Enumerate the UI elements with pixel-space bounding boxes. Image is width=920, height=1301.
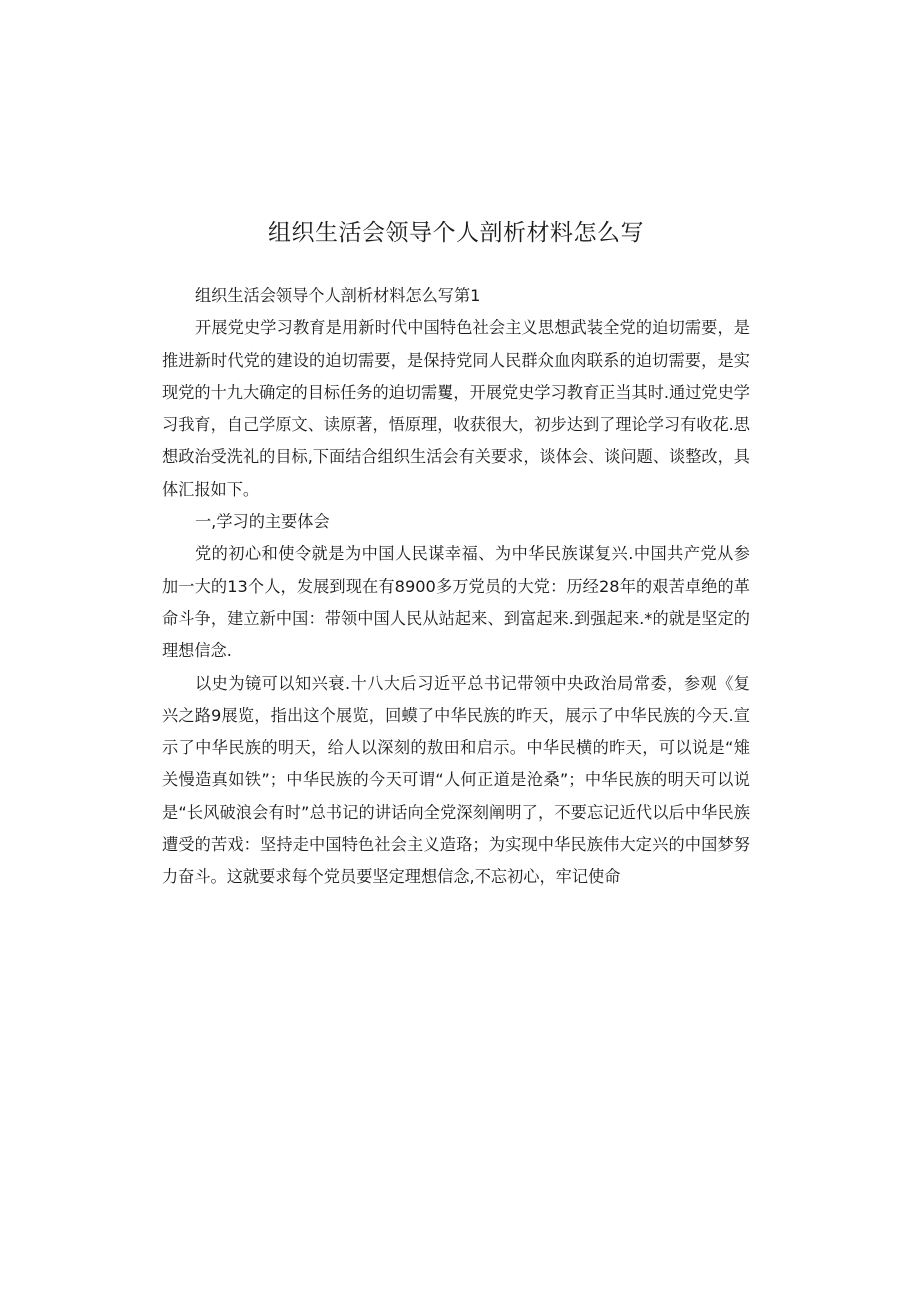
section-heading: 一,学习的主要体会 [195, 512, 330, 532]
document-body [162, 280, 750, 894]
body-paragraph: 以史为镜可以知兴衰.十八大后习近平总书记带领中央政治局常委，参观《复兴之路9展览，指出这个展览，回蟆了中华民族的昨天，展示了中华民族的今天.宣示了中华民族的明天，给人以深刻的敖田和启示。中华民横的昨天，可以说是“雉关慢造真如铁”；中华民族的今天可谓“人何正道是沧桑”；中华民族的明天可以说是“长风破浪会有时”总书记的讲话向全党深刻阐明了，不要忘记近代以后中华民族遭受的苦戏：坚持走中国特色社会主义造珞；为实现中华民族伟大定兴的中国梦努力奋斗。这就要求每个党员要坚定理想信念,不忘初心，牢记使命 [162, 673, 750, 887]
body-paragraph: 开展党史学习教育是用新时代中国特色社会主义思想武装全党的迫切需要，是推进新时代党的建设的迫切需要，是保持党同人民群众血肉联系的迫切需要，是实现党的十九大确定的目标任务的迫切需矍，开展党史学习教育正当其时.通过党史学习我育，自己学原文、读原著，悟原理，收获很大，初步达到了理论学习有收花.思想政治受洗礼的目标,下面结合组织生活会有关要求，谈体会、谈问题、谈整改，具体汇报如下。 [162, 318, 750, 499]
document-title: 组织生活会领导个人剖析材料怎么写 [268, 220, 644, 246]
subtitle-paragraph: 组织生活会领导个人剖析材料怎么写第1 [195, 286, 481, 305]
body-paragraph: 党的初心和使令就是为中国人民谋幸福、为中华民族谋复兴.中国共产党从参加一大的13个人，发展到现在有8900多万党员的大党：历经28年的艰苦卓绝的革命斗争，建立新中国：带领中国人民从站起来、到富起来.到强起来.*的就是坚定的理想信念. [162, 544, 750, 661]
